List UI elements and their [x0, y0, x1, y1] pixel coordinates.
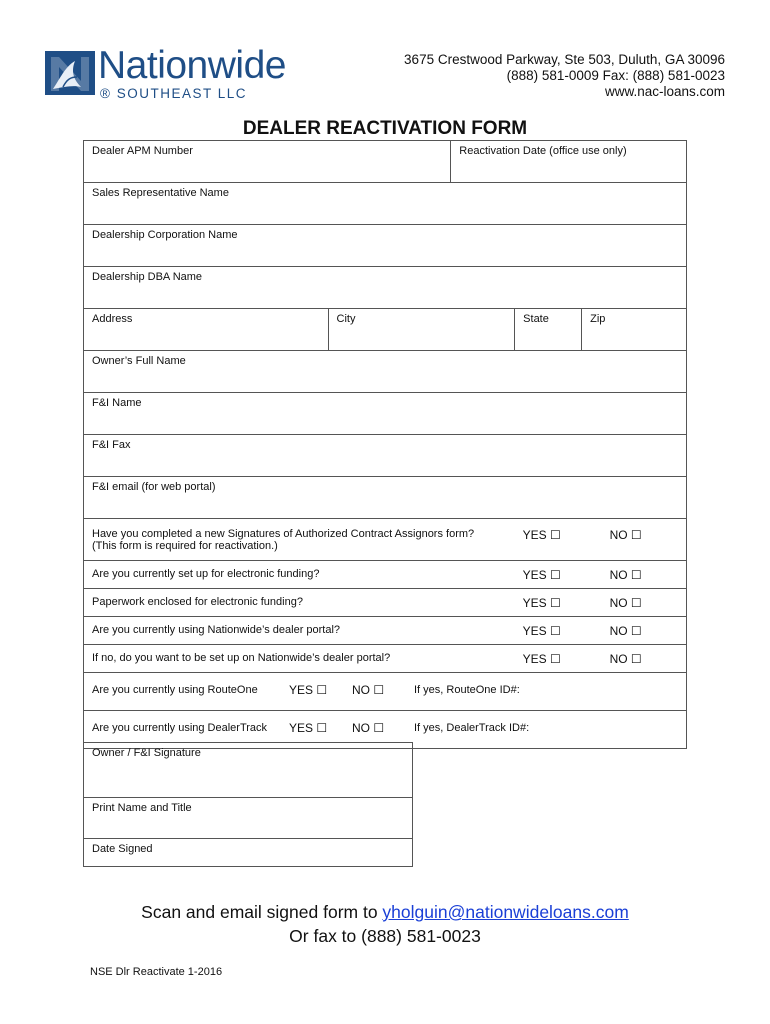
fi-fax-field[interactable]: F&I Fax — [84, 435, 687, 477]
company-phone-fax: (888) 581-0009 Fax: (888) 581-0023 — [506, 68, 725, 83]
company-address: 3675 Crestwood Parkway, Ste 503, Duluth, GA 30096 — [404, 52, 725, 67]
state-field[interactable]: State — [515, 309, 582, 351]
yes-checkbox[interactable]: YES ☐ — [515, 589, 582, 617]
brand-sub: ® SOUTHEAST LLC — [100, 86, 247, 101]
corp-name-field[interactable]: Dealership Corporation Name — [84, 225, 687, 267]
zip-field[interactable]: Zip — [582, 309, 687, 351]
question-row — [84, 617, 687, 645]
no-checkbox[interactable]: NO ☐ — [582, 617, 687, 645]
fax-instructions: Or fax to (888) 581-0023 — [289, 926, 481, 946]
email-link[interactable]: yholguin@nationwideloans.com — [382, 902, 629, 922]
sales-rep-field[interactable]: Sales Representative Name — [84, 183, 687, 225]
yes-checkbox[interactable]: YES ☐ — [515, 617, 582, 645]
dealer-apm-field[interactable]: Dealer APM Number — [84, 141, 451, 183]
dealertrack-no-checkbox[interactable]: NO ☐ — [352, 721, 385, 735]
no-checkbox[interactable]: NO ☐ — [582, 561, 687, 589]
no-checkbox[interactable]: NO ☐ — [582, 645, 687, 673]
form-title: DEALER REACTIVATION FORM — [242, 118, 528, 139]
question-text: Are you currently using Nationwide’s dealer portal? — [84, 617, 515, 645]
yes-checkbox[interactable]: YES ☐ — [515, 561, 582, 589]
dba-name-field[interactable]: Dealership DBA Name — [84, 267, 687, 309]
question-row — [84, 645, 687, 673]
dealertrack-id-label: If yes, DealerTrack ID#: — [414, 722, 530, 734]
print-name-field[interactable]: Print Name and Title — [84, 798, 413, 839]
question-text: If no, do you want to be set up on Nationwide’s dealer portal? — [84, 645, 515, 673]
brand-name: Nationwide — [98, 44, 286, 87]
yes-checkbox[interactable]: YES ☐ — [515, 519, 582, 561]
no-checkbox[interactable]: NO ☐ — [582, 589, 687, 617]
routeone-question: Are you currently using RouteOne — [92, 684, 258, 696]
routeone-row — [84, 673, 687, 711]
form-code: NSE Dlr Reactivate 1-2016 — [90, 966, 223, 978]
signature-table — [83, 742, 413, 867]
question-row — [84, 561, 687, 589]
question-row — [84, 519, 687, 561]
routeone-id-label: If yes, RouteOne ID#: — [414, 684, 520, 696]
routeone-no-checkbox[interactable]: NO ☐ — [352, 683, 385, 697]
no-checkbox[interactable]: NO ☐ — [582, 519, 687, 561]
city-field[interactable]: City — [328, 309, 515, 351]
dealertrack-question: Are you currently using DealerTrack — [92, 722, 268, 734]
question-text: Paperwork enclosed for electronic funding? — [84, 589, 515, 617]
company-website: www.nac-loans.com — [604, 84, 725, 99]
date-signed-field[interactable]: Date Signed — [84, 839, 413, 867]
fi-email-field[interactable]: F&I email (for web portal) — [84, 477, 687, 519]
address-field[interactable]: Address — [84, 309, 329, 351]
question-text: Have you completed a new Signatures of Authorized Contract Assignors form? (This form is required for reactivation.) — [84, 519, 515, 561]
routeone-yes-checkbox[interactable]: YES ☐ — [289, 683, 328, 697]
yes-checkbox[interactable]: YES ☐ — [515, 645, 582, 673]
owner-name-field[interactable]: Owner’s Full Name — [84, 351, 687, 393]
scan-instructions: Scan and email signed form to yholguin@nationwideloans.com — [141, 902, 629, 922]
signature-field[interactable]: Owner / F&I Signature — [84, 743, 413, 798]
question-row — [84, 589, 687, 617]
dealertrack-yes-checkbox[interactable]: YES ☐ — [289, 721, 328, 735]
question-text: Are you currently set up for electronic funding? — [84, 561, 515, 589]
fi-name-field[interactable]: F&I Name — [84, 393, 687, 435]
dealer-info-table — [83, 140, 687, 749]
reactivation-date-field[interactable]: Reactivation Date (office use only) — [451, 141, 687, 183]
